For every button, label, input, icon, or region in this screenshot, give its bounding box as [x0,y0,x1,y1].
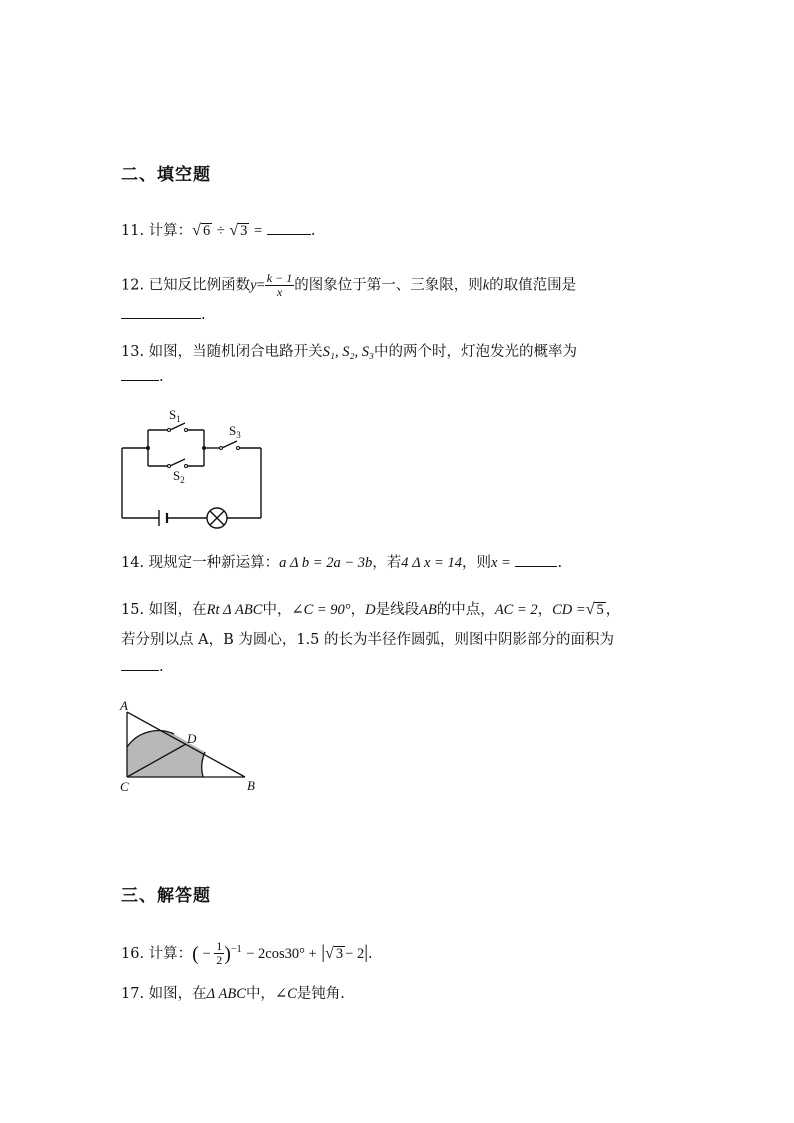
divide-sign: ÷ [216,223,225,239]
answer-blank[interactable] [121,656,159,671]
question-number: 14. [121,555,145,571]
sqrt-sign: √ [585,601,595,618]
label-s3: $S_3$ [229,423,241,440]
question-number: 17. [121,986,145,1002]
question-13 [121,342,577,362]
question-number: 12. [121,277,145,294]
label-d: D [187,731,197,746]
label-s2: $S_2$ [173,468,185,485]
expression-part: − 2 [345,945,365,962]
var-k: k [482,277,490,294]
period: . [557,555,563,571]
question-16 [121,940,373,967]
radicand: 6 [202,223,211,239]
question-text: ， [605,602,621,618]
question-text: ，则 [461,555,491,571]
point-d: D [365,602,376,618]
question-text: 的中点， [436,602,495,618]
exponent: −1 [230,944,242,955]
period: . [310,223,316,239]
question-12-blank-line [121,304,206,325]
answer-blank[interactable] [515,552,557,567]
expression-part: − 2cos30° + [246,945,317,962]
label-b: B [247,778,255,793]
label-s1: $S_1$ [169,407,181,424]
question-text: 如图，在 [148,986,207,1002]
question-text: 是钝角. [296,986,345,1002]
question-text: 计算： [148,223,193,239]
switch-list: S₁, S₂, S₃ [322,344,375,360]
radicand: 3 [240,223,248,239]
question-text: ， [537,602,553,618]
question-number: 16. [121,945,145,962]
question-14 [121,552,562,573]
paren-expression: ( [192,942,199,965]
var-x: x = [490,555,511,571]
triangle-name: Rt Δ ABC [206,602,263,618]
period: . [159,659,164,675]
question-text: 中， [245,986,275,1002]
question-text: 中的两个时，灯泡发光的概率为 [374,344,578,360]
question-text: 已知反比例函数 [148,277,251,294]
question-11 [121,220,315,241]
question-number: 11. [121,223,145,239]
question-text: 现规定一种新运算： [148,555,280,571]
abs-bar: | [364,941,369,963]
answer-blank[interactable] [121,304,201,319]
question-text: ，若 [372,555,402,571]
var-y: y [250,277,257,294]
question-number: 13. [121,344,145,360]
question-number: 15. [121,602,145,618]
question-text: 计算： [148,945,193,962]
answer-blank[interactable] [121,366,159,381]
radicand: 5 [596,602,604,618]
cd-length: CD = [552,602,586,618]
abs-bar: | [321,941,326,963]
label-a: A [120,698,128,713]
period: . [159,369,164,385]
sqrt-sign: √ [229,222,239,239]
ac-length: AC = 2 [494,602,538,618]
angle-c: ∠C [274,986,297,1002]
equals-sign: = [254,223,263,239]
question-text: 中， [262,602,292,618]
label-c: C [120,779,129,794]
question-17 [121,984,345,1004]
angle-condition: ∠C = 90° [291,602,351,618]
segment-ab: AB [419,602,437,618]
paren-close: ) [224,942,231,965]
circuit-diagram [115,400,275,530]
operation-definition: a Δ b = 2a − 3b [279,555,373,571]
question-15-line-2 [121,630,614,650]
question-15-blank-line [121,656,164,677]
equals-sign: = [256,277,265,294]
question-13-blank-line [121,366,164,387]
minus-sign: − [198,945,215,962]
fraction-half: $\frac{1}{2}$ [216,939,223,968]
question-text: 如图，在 [148,602,207,618]
sqrt-sign: √ [325,944,334,962]
radicand: 3 [335,945,344,962]
condition: 4 Δ x = 14 [401,555,462,571]
question-text: 若分别以点 A，B 为圆心，1.5 的长为半径作圆弧，则图中阴影部分的面积为 [121,632,615,648]
question-text: 的图象位于第一、三象限，则 [294,277,483,294]
period: . [201,307,206,323]
section-title-fill-in: 二、填空题 [121,165,211,185]
fraction-denominator: x [276,285,283,299]
period: . [368,945,373,962]
fraction [265,272,294,299]
section-title-solve: 三、解答题 [121,886,211,906]
triangle-figure [112,695,262,800]
question-text: 的取值范围是 [489,277,577,294]
question-text: ， [350,602,366,618]
sqrt-sign: √ [192,222,201,239]
fraction-numerator: k − 1 [266,271,293,285]
triangle-name: Δ ABC [206,986,246,1002]
question-15 [121,600,620,620]
answer-blank[interactable] [267,220,311,235]
question-text: 如图，当随机闭合电路开关 [148,344,323,360]
question-12 [121,272,576,299]
question-text: 是线段 [375,602,420,618]
